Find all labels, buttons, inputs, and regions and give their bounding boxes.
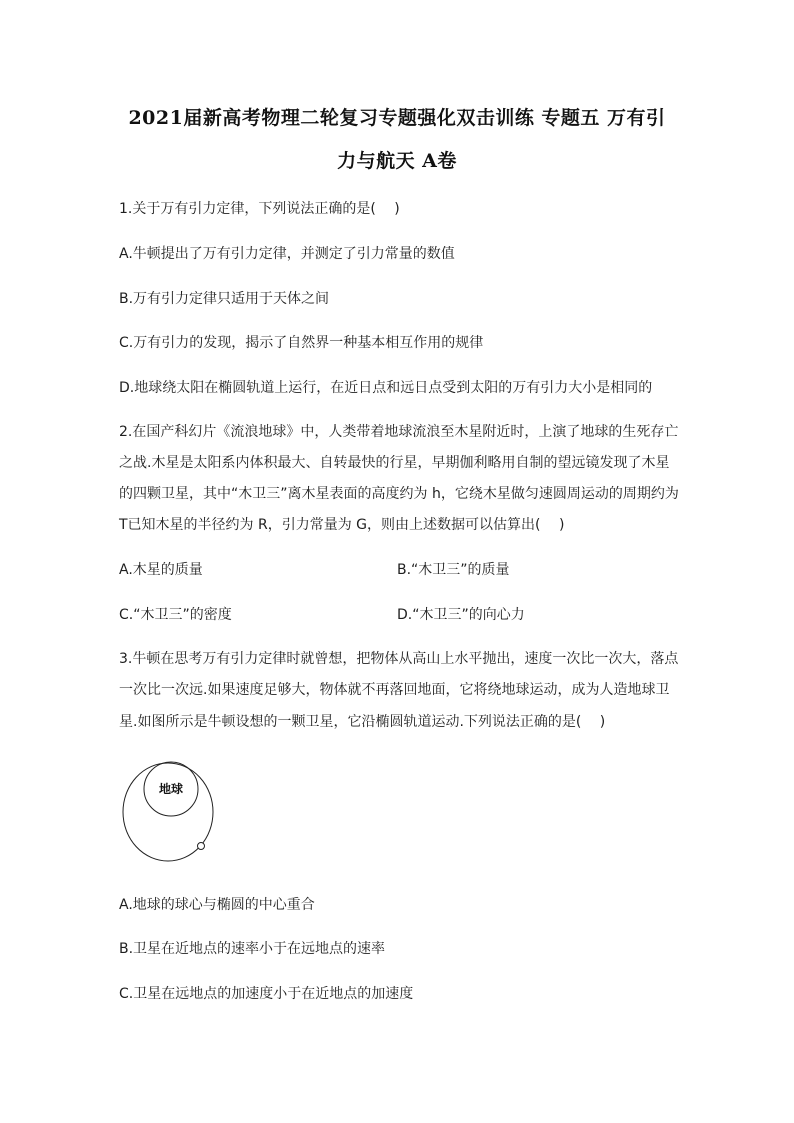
q1-stem: 1.关于万有引力定律，下列说法正确的是( ) [119, 201, 400, 217]
orbit-diagram [118, 760, 218, 864]
q3-option-b: B.卫星在近地点的速率小于在远地点的速率 [119, 941, 386, 957]
q1-option-d: D.地球绕太阳在椭圆轨道上运行，在近日点和远日点受到太阳的万有引力大小是相同的 [119, 380, 653, 396]
q2-stem-line2: 之战.木星是太阳系内体积最大、自转最快的行星，早期伽利略用自制的望远镜发现了木星 [119, 455, 670, 471]
q2-stem-line4: T已知木星的半径约为 R，引力常量为 G，则由上述数据可以估算出( ) [119, 517, 565, 533]
q3-option-c: C.卫星在远地点的加速度小于在近地点的加速度 [119, 986, 414, 1002]
q2-stem-line3: 的四颗卫星，其中“木卫三”离木星表面的高度约为 h，它绕木星做匀速圆周运动的周期约为 [119, 486, 679, 502]
q3-stem-line2: 一次比一次远.如果速度足够大，物体就不再落回地面，它将绕地球运动，成为人造地球卫 [119, 682, 670, 698]
q1-option-c: C.万有引力的发现，揭示了自然界一种基本相互作用的规律 [119, 335, 484, 351]
document-title-line1: 2021届新高考物理二轮复习专题强化双击训练 专题五 万有引 [128, 107, 666, 129]
q3-option-a: A.地球的球心与椭圆的中心重合 [119, 897, 315, 913]
q2-option-d: D.“木卫三”的向心力 [397, 607, 525, 623]
q1-option-b: B.万有引力定律只适用于天体之间 [119, 291, 330, 307]
q2-stem-line1: 2.在国产科幻片《流浪地球》中，人类带着地球流浪至木星附近时，上演了地球的生死存亡 [119, 424, 679, 440]
earth-label: 地球 [158, 782, 184, 796]
q2-option-c: C.“木卫三”的密度 [119, 607, 232, 623]
q3-stem-line3: 星.如图所示是牛顿设想的一颗卫星，它沿椭圆轨道运动.下列说法正确的是( ) [119, 714, 606, 730]
q3-stem-line1: 3.牛顿在思考万有引力定律时就曾想，把物体从高山上水平抛出，速度一次比一次大，落点 [119, 651, 679, 667]
q2-option-b: B.“木卫三”的质量 [397, 562, 510, 578]
q1-option-a: A.牛顿提出了万有引力定律，并测定了引力常量的数值 [119, 246, 455, 262]
satellite-icon [198, 843, 205, 850]
q2-option-a: A.木星的质量 [119, 562, 203, 578]
document-title-line2: 力与航天 A卷 [337, 150, 457, 172]
